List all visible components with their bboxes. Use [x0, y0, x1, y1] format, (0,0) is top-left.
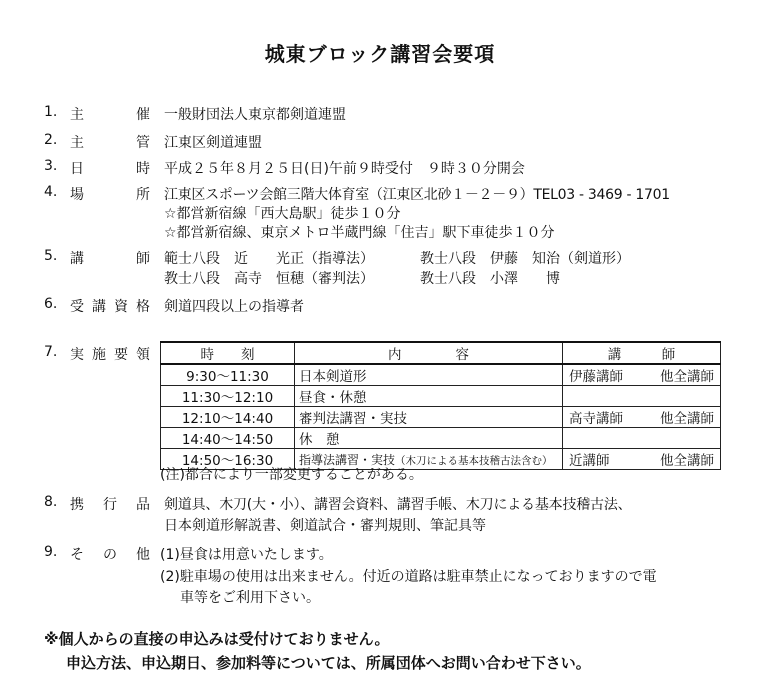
datetime-value: 平成２５年８月２５日(日)午前９時受付 ９時３０分開会 — [164, 161, 525, 177]
label-char: 主 — [70, 107, 84, 123]
item-label-schedule — [70, 344, 150, 364]
qualification-value: 剣道四段以上の指導者 — [164, 299, 304, 315]
item-number-2: 2. — [44, 132, 58, 148]
belongings-line-2: 日本剣道形解説書、剣道試合・審判規則、筆記具等 — [164, 518, 486, 534]
item-label-instructors — [70, 248, 150, 268]
label-char: 他 — [136, 547, 150, 563]
header-instructor: 講 師 — [563, 342, 721, 364]
label-char: の — [103, 547, 117, 563]
content-main: 指導法講習・実技 — [299, 452, 396, 467]
footer-inquiry: 申込方法、申込期日、参加料等については、所属団体へお問い合わせ下さい。 — [66, 654, 591, 672]
other-note-2: (2)駐車場の使用は出来ません。付近の道路は駐車禁止になっておりますので電 — [160, 569, 657, 585]
item-label-venue — [70, 184, 150, 204]
row-content: 日本剣道形 — [295, 364, 563, 386]
header-time: 時 刻 — [161, 342, 295, 364]
label-char: 講 — [70, 251, 84, 267]
table-row — [161, 428, 721, 449]
row-time: 12:10～14:40 — [161, 407, 295, 428]
table-row — [161, 386, 721, 407]
row-instructor — [563, 407, 721, 428]
label-char: 主 — [70, 135, 84, 151]
instructor-3: 教士八段 高寺 恒穂（審判法） — [164, 271, 374, 287]
instructor-1: 範士八段 近 光正（指導法） — [164, 251, 374, 267]
row-content: 休 憩 — [295, 428, 563, 449]
row-instructor — [563, 428, 721, 449]
instructor-others: 他全講師 — [660, 411, 714, 427]
instructor-main: 近講師 — [569, 453, 610, 469]
item-number-1: 1. — [44, 104, 58, 120]
instructor-others: 他全講師 — [660, 369, 714, 385]
schedule-table — [160, 341, 721, 470]
instructor-2: 教士八段 伊藤 知治（剣道形） — [420, 251, 630, 267]
label-char: 領 — [136, 347, 150, 363]
label-char: 施 — [92, 347, 106, 363]
label-char: そ — [70, 547, 84, 563]
venue-address: 江東区スポーツ会館三階大体育室（江東区北砂１－２－９）TEL03 - 3469 - 1701 — [164, 187, 670, 203]
row-instructor — [563, 386, 721, 407]
item-label-manager — [70, 132, 150, 152]
label-char: 受 — [70, 299, 84, 315]
content-note: （木刀による基本技稽古法含む） — [395, 454, 553, 467]
manager-value: 江東区剣道連盟 — [164, 135, 262, 151]
label-char: 携 — [70, 497, 84, 513]
label-char: 日 — [70, 161, 84, 177]
item-number-8: 8. — [44, 494, 58, 510]
label-char: 場 — [70, 187, 84, 203]
label-char: 要 — [114, 347, 128, 363]
item-number-3: 3. — [44, 158, 58, 174]
label-char: 時 — [136, 161, 150, 177]
row-instructor — [563, 449, 721, 470]
row-time: 11:30～12:10 — [161, 386, 295, 407]
schedule-header-row — [161, 342, 721, 364]
label-char: 催 — [136, 107, 150, 123]
other-note-2-cont: 車等をご利用下さい。 — [180, 590, 320, 606]
instructor-4: 教士八段 小澤 博 — [420, 271, 560, 287]
row-time: 14:50～16:30 — [161, 449, 295, 470]
label-char: 所 — [136, 187, 150, 203]
item-number-7: 7. — [44, 344, 58, 360]
instructor-main: 高寺講師 — [569, 411, 623, 427]
venue-access-1: ☆都営新宿線「西大島駅」徒歩１０分 — [164, 206, 401, 222]
label-char: 格 — [136, 299, 150, 315]
row-instructor — [563, 364, 721, 386]
belongings-line-1: 剣道具、木刀(大・小）、講習会資料、講習手帳、木刀による基本技稽古法、 — [164, 497, 632, 513]
row-time: 14:40～14:50 — [161, 428, 295, 449]
row-content: 審判法講習・実技 — [295, 407, 563, 428]
organizer-value: 一般財団法人東京都剣道連盟 — [164, 107, 346, 123]
instructor-main: 伊藤講師 — [569, 369, 623, 385]
item-number-4: 4. — [44, 184, 58, 200]
label-char: 師 — [136, 251, 150, 267]
item-number-9: 9. — [44, 544, 58, 560]
header-content: 内 容 — [295, 342, 563, 364]
schedule-note: (注)都合により一部変更することがある。 — [160, 467, 423, 483]
table-row — [161, 364, 721, 386]
row-time: 9:30～11:30 — [161, 364, 295, 386]
label-char: 行 — [103, 497, 117, 513]
label-char: 講 — [92, 299, 106, 315]
document-title: 城東ブロック講習会要項 — [264, 42, 496, 66]
row-content: 昼食・休憩 — [295, 386, 563, 407]
label-char: 資 — [114, 299, 128, 315]
label-char: 品 — [136, 497, 150, 513]
instructor-others: 他全講師 — [660, 453, 714, 469]
item-label-belongings — [70, 494, 150, 514]
other-note-1: (1)昼食は用意いたします。 — [160, 547, 333, 563]
label-char: 管 — [136, 135, 150, 151]
item-label-qualification — [70, 296, 150, 316]
item-number-6: 6. — [44, 296, 58, 312]
footer-notice: ※個人からの直接の申込みは受付けておりません。 — [44, 630, 390, 648]
item-number-5: 5. — [44, 248, 58, 264]
item-label-organizer — [70, 104, 150, 124]
venue-access-2: ☆都営新宿線、東京メトロ半蔵門線「住吉」駅下車徒歩１０分 — [164, 225, 555, 241]
label-char: 実 — [70, 347, 84, 363]
table-row — [161, 407, 721, 428]
item-label-other — [70, 544, 150, 564]
item-label-datetime — [70, 158, 150, 178]
